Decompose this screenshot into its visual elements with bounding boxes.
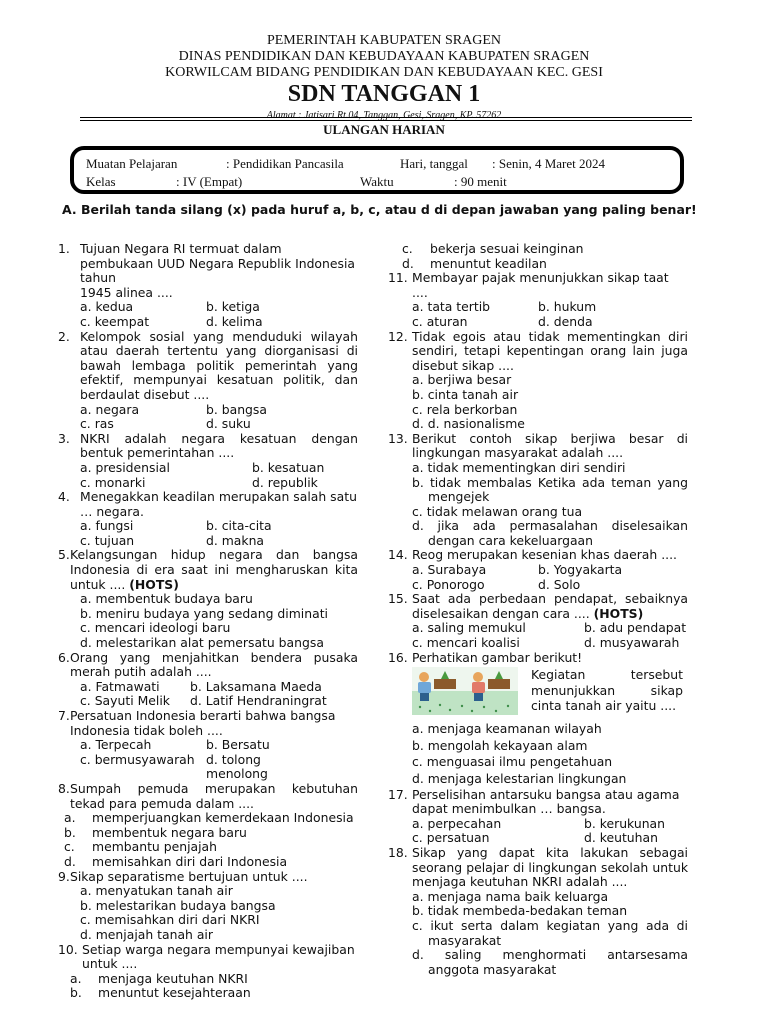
question-text: Setiap warga negara mempunyai kewajiban untuk ....: [82, 941, 355, 972]
option-b: b. membentuk negara baru: [64, 824, 247, 840]
question-number: 6.: [58, 649, 70, 665]
option-b: b. Bersatu: [206, 737, 270, 753]
questions-right-column: [388, 242, 688, 977]
hots-tag: (HOTS): [593, 605, 644, 621]
option-a: a. Terpecah: [80, 737, 152, 753]
question-number: 12.: [388, 328, 408, 344]
question-1: [58, 242, 358, 330]
question-number: 17.: [388, 786, 408, 802]
option-a: a. menjaga nama baik keluarga: [412, 888, 609, 904]
question-text: Tujuan Negara RI termuat dalam pembukaan UUD Negara Republik Indonesia tahun: [80, 241, 355, 286]
day-label: Hari, tanggal: [400, 156, 468, 171]
question-number: 4.: [58, 489, 70, 505]
question-4: [58, 490, 358, 548]
time-value: : 90 menit: [454, 174, 507, 189]
option-b: b. mengolah kekayaan alam: [412, 737, 588, 753]
question-number: 13.: [388, 430, 408, 446]
option-d: d. menjajah tanah air: [80, 926, 213, 942]
option-a: a. membentuk budaya baru: [80, 591, 253, 607]
option-a: a. menyatukan tanah air: [80, 883, 233, 899]
option-b: b. cinta tanah air: [412, 386, 519, 402]
question-text: Orang yang menjahitkan bendera pusaka merah putih adalah ....: [70, 649, 358, 680]
option-d: d. republik: [252, 474, 318, 490]
class-value: : IV (Empat): [176, 174, 243, 189]
exam-info-box: [70, 146, 684, 194]
option-b: b. hukum: [538, 299, 597, 315]
option-b: b. Yogyakarta: [538, 562, 623, 578]
option-c: c. persatuan: [412, 830, 490, 846]
question-5: [58, 548, 358, 650]
option-b: b. kesatuan: [252, 459, 325, 475]
option-d: d. menuntut keadilan: [402, 255, 547, 271]
option-d: d. denda: [538, 313, 593, 329]
question-number: 9.: [58, 868, 70, 884]
option-d: d. saling menghormati antarsesama anggota masyarakat: [412, 947, 688, 977]
question-number: 15.: [388, 591, 408, 607]
option-d: d. musyawarah: [584, 635, 680, 651]
time-label: Waktu: [360, 174, 394, 189]
option-c: c. rela berkorban: [412, 401, 518, 417]
question-text: Kelangsungan hidup negara dan bangsa Indonesia di era saat ini mengharuskan kita untuk ....: [70, 547, 358, 592]
question-text: Membayar pajak menunjukkan sikap taat ....: [412, 270, 669, 300]
school-address: Alamat : Jatisari Rt.04, Tanggan, Gesi, Sragen, KP. 57262: [266, 110, 502, 121]
option-d: d. memisahkan diri dari Indonesia: [64, 853, 288, 869]
question-text: Menegakkan keadilan merupakan salah satu … negara.: [80, 489, 357, 519]
option-b: b. ketiga: [206, 299, 260, 315]
option-b: b. adu pendapat: [584, 620, 687, 636]
question-text: Persatuan Indonesia berarti bahwa bangsa Indonesia tidak boleh ....: [70, 708, 336, 738]
question-12: [388, 330, 688, 432]
option-a: a. Surabaya: [412, 562, 487, 578]
option-a: a. menjaga keutuhan NKRI: [70, 970, 248, 986]
question-8: [58, 782, 358, 870]
option-d: d. tolong menolong: [206, 751, 268, 782]
header-rule-thick: [80, 117, 692, 118]
question-10-continued: [388, 242, 688, 271]
option-c: c. Sayuti Melik: [80, 693, 170, 709]
option-d: d. makna: [206, 532, 265, 548]
question-text: Perselisihan antarsuku bangsa atau agama dapat menimbulkan … bangsa.: [412, 786, 680, 817]
option-c: c. Ponorogo: [412, 576, 485, 592]
question-2: [58, 330, 358, 432]
question-text: Sikap yang dapat kita lakukan sebagai seorang pelajar di lingkungan sekolah untuk menjaga keutuhan NKRI adalah ....: [412, 844, 688, 890]
option-c: c. menguasai ilmu pengetahuan: [412, 754, 613, 770]
option-b: b. menuntut kesejahteraan: [70, 985, 251, 1001]
option-c: c. monarki: [80, 474, 146, 490]
option-b: b. bangsa: [206, 401, 267, 417]
option-c: c. mencari ideologi baru: [80, 620, 231, 636]
option-b: b. Laksamana Maeda: [190, 678, 322, 694]
question-number: 3.: [58, 430, 70, 446]
option-d: d. keutuhan: [584, 830, 658, 846]
option-d: d. melestarikan alat pemersatu bangsa: [80, 635, 324, 651]
question-number: 1.: [58, 241, 70, 256]
option-c: c. tujuan: [80, 532, 135, 548]
question-text-continued: 1945 alinea ....: [80, 284, 173, 300]
question-11: [388, 271, 688, 329]
question-7: [58, 709, 358, 782]
option-c: c. ras: [80, 416, 114, 432]
option-a: a. negara: [80, 401, 140, 417]
option-c: c. mencari koalisi: [412, 635, 520, 651]
question-6: [58, 651, 358, 709]
question-15: [388, 592, 688, 650]
question-number: 14.: [388, 547, 408, 563]
header-line-3: KORWILCAM BIDANG PENDIDIKAN DAN KEBUDAYAAN KEC. GESI: [165, 65, 603, 80]
subject-value: : Pendidikan Pancasila: [226, 156, 344, 171]
picture-question-text: Kegiatan tersebut menunjukkan sikap cinta tanah air yaitu ....: [531, 667, 683, 714]
question-16: [388, 651, 688, 788]
option-d: d. d. nasionalisme: [412, 416, 525, 432]
question-3: [58, 432, 358, 490]
option-a: a. memperjuangkan kemerdekaan Indonesia: [64, 810, 354, 826]
tree-planting-illustration: [412, 667, 518, 715]
option-a: a. Fatmawati: [80, 678, 160, 694]
option-b: b. tidak membeda-bedakan teman: [412, 903, 628, 919]
letterhead: [0, 33, 768, 123]
question-9: [58, 870, 358, 943]
question-text: Tidak egois atau tidak mementingkan diri sendiri, tetapi kepentingan orang lain juga disebut sikap ....: [412, 328, 688, 373]
option-b: b. cita-cita: [206, 518, 272, 534]
option-a: a. kedua: [80, 299, 134, 315]
option-a: a. perpecahan: [412, 815, 502, 831]
questions-left-column: [58, 242, 358, 1001]
header-line-1: PEMERINTAH KABUPATEN SRAGEN: [266, 33, 502, 48]
question-13: [388, 432, 688, 549]
question-number: 8.: [58, 780, 70, 796]
question-18: [388, 846, 688, 977]
option-d: d. menjaga kelestarian lingkungan: [412, 771, 627, 786]
day-value: : Senin, 4 Maret 2024: [492, 156, 606, 171]
question-number: 7.: [58, 708, 70, 723]
hots-tag: (HOTS): [129, 576, 179, 592]
option-d: d. Solo: [538, 576, 581, 592]
option-c: c. ikut serta dalam kegiatan yang ada di masyarakat: [412, 917, 688, 948]
option-c: c. membantu penjajah: [64, 839, 217, 855]
option-c: c. tidak melawan orang tua: [412, 503, 583, 519]
option-a: a. fungsi: [80, 518, 134, 534]
instruction: A. Berilah tanda silang (x) pada huruf a, b, c, atau d di depan jawaban yang paling benar!: [62, 202, 697, 217]
question-number: 11.: [388, 270, 408, 286]
option-d: d. suku: [206, 416, 251, 432]
subject-label: Muatan Pelajaran: [86, 156, 178, 171]
question-number: 18.: [388, 844, 408, 860]
question-number: 16.: [388, 649, 408, 665]
option-c: c. bermusyawarah: [80, 751, 195, 767]
option-b: b. kerukunan: [584, 815, 665, 831]
question-text: Sumpah pemuda merupakan kebutuhan tekad para pemuda dalam ....: [70, 780, 358, 811]
exam-title: ULANGAN HARIAN: [323, 122, 445, 137]
header-line-2: DINAS PENDIDIKAN DAN KEBUDAYAAN KABUPATEN SRAGEN: [178, 49, 590, 64]
question-text: Saat ada perbedaan pendapat, sebaiknya diselesaikan dengan cara ....: [412, 591, 688, 621]
question-10: [58, 943, 358, 1001]
option-d: d. Latif Hendraningrat: [190, 693, 327, 709]
option-a: a. berjiwa besar: [412, 372, 512, 388]
option-d: d. kelima: [206, 313, 263, 329]
option-a: a. menjaga keamanan wilayah: [412, 721, 602, 737]
question-number: 5.: [58, 547, 70, 563]
option-a: a. saling memukul: [412, 620, 526, 636]
option-c: c. memisahkan diri dari NKRI: [80, 912, 260, 928]
option-a: a. presidensial: [80, 459, 170, 475]
question-number: 2.: [58, 328, 70, 344]
question-text: Perhatikan gambar berikut!: [412, 649, 583, 665]
class-label: Kelas: [86, 174, 116, 189]
question-text: Sikap separatisme bertujuan untuk ....: [70, 868, 308, 884]
school-name: SDN TANGGAN 1: [287, 81, 481, 107]
option-b: b. meniru budaya yang sedang diminati: [80, 605, 329, 621]
option-c: c. keempat: [80, 313, 150, 329]
question-14: [388, 548, 688, 592]
header-rule-thin: [80, 120, 692, 121]
option-a: a. tata tertib: [412, 299, 491, 315]
question-number: 10.: [58, 941, 78, 957]
option-a: a. tidak mementingkan diri sendiri: [412, 459, 626, 475]
option-c: c. bekerja sesuai keinginan: [402, 241, 584, 256]
question-text: Kelompok sosial yang menduduki wilayah atau daerah tertentu yang diorganisasi di bawah lembaga politik pemerintah yang efektif, mempunyai kesatuan politik, dan berdaulat disebut ....: [80, 328, 358, 402]
option-d: d. jika ada permasalahan diselesaikan dengan cara kekeluargaan: [412, 518, 688, 548]
option-b: b. melestarikan budaya bangsa: [80, 897, 276, 913]
question-text: Berikut contoh sikap berjiwa besar di lingkungan masyarakat adalah ....: [412, 430, 688, 461]
option-b: b. tidak membalas Ketika ada teman yang mengejek: [412, 474, 688, 505]
option-c: c. aturan: [412, 313, 468, 329]
question-text: NKRI adalah negara kesatuan dengan bentuk pemerintahan ....: [80, 430, 358, 461]
question-17: [388, 788, 688, 846]
question-text: Reog merupakan kesenian khas daerah ....: [412, 547, 677, 563]
